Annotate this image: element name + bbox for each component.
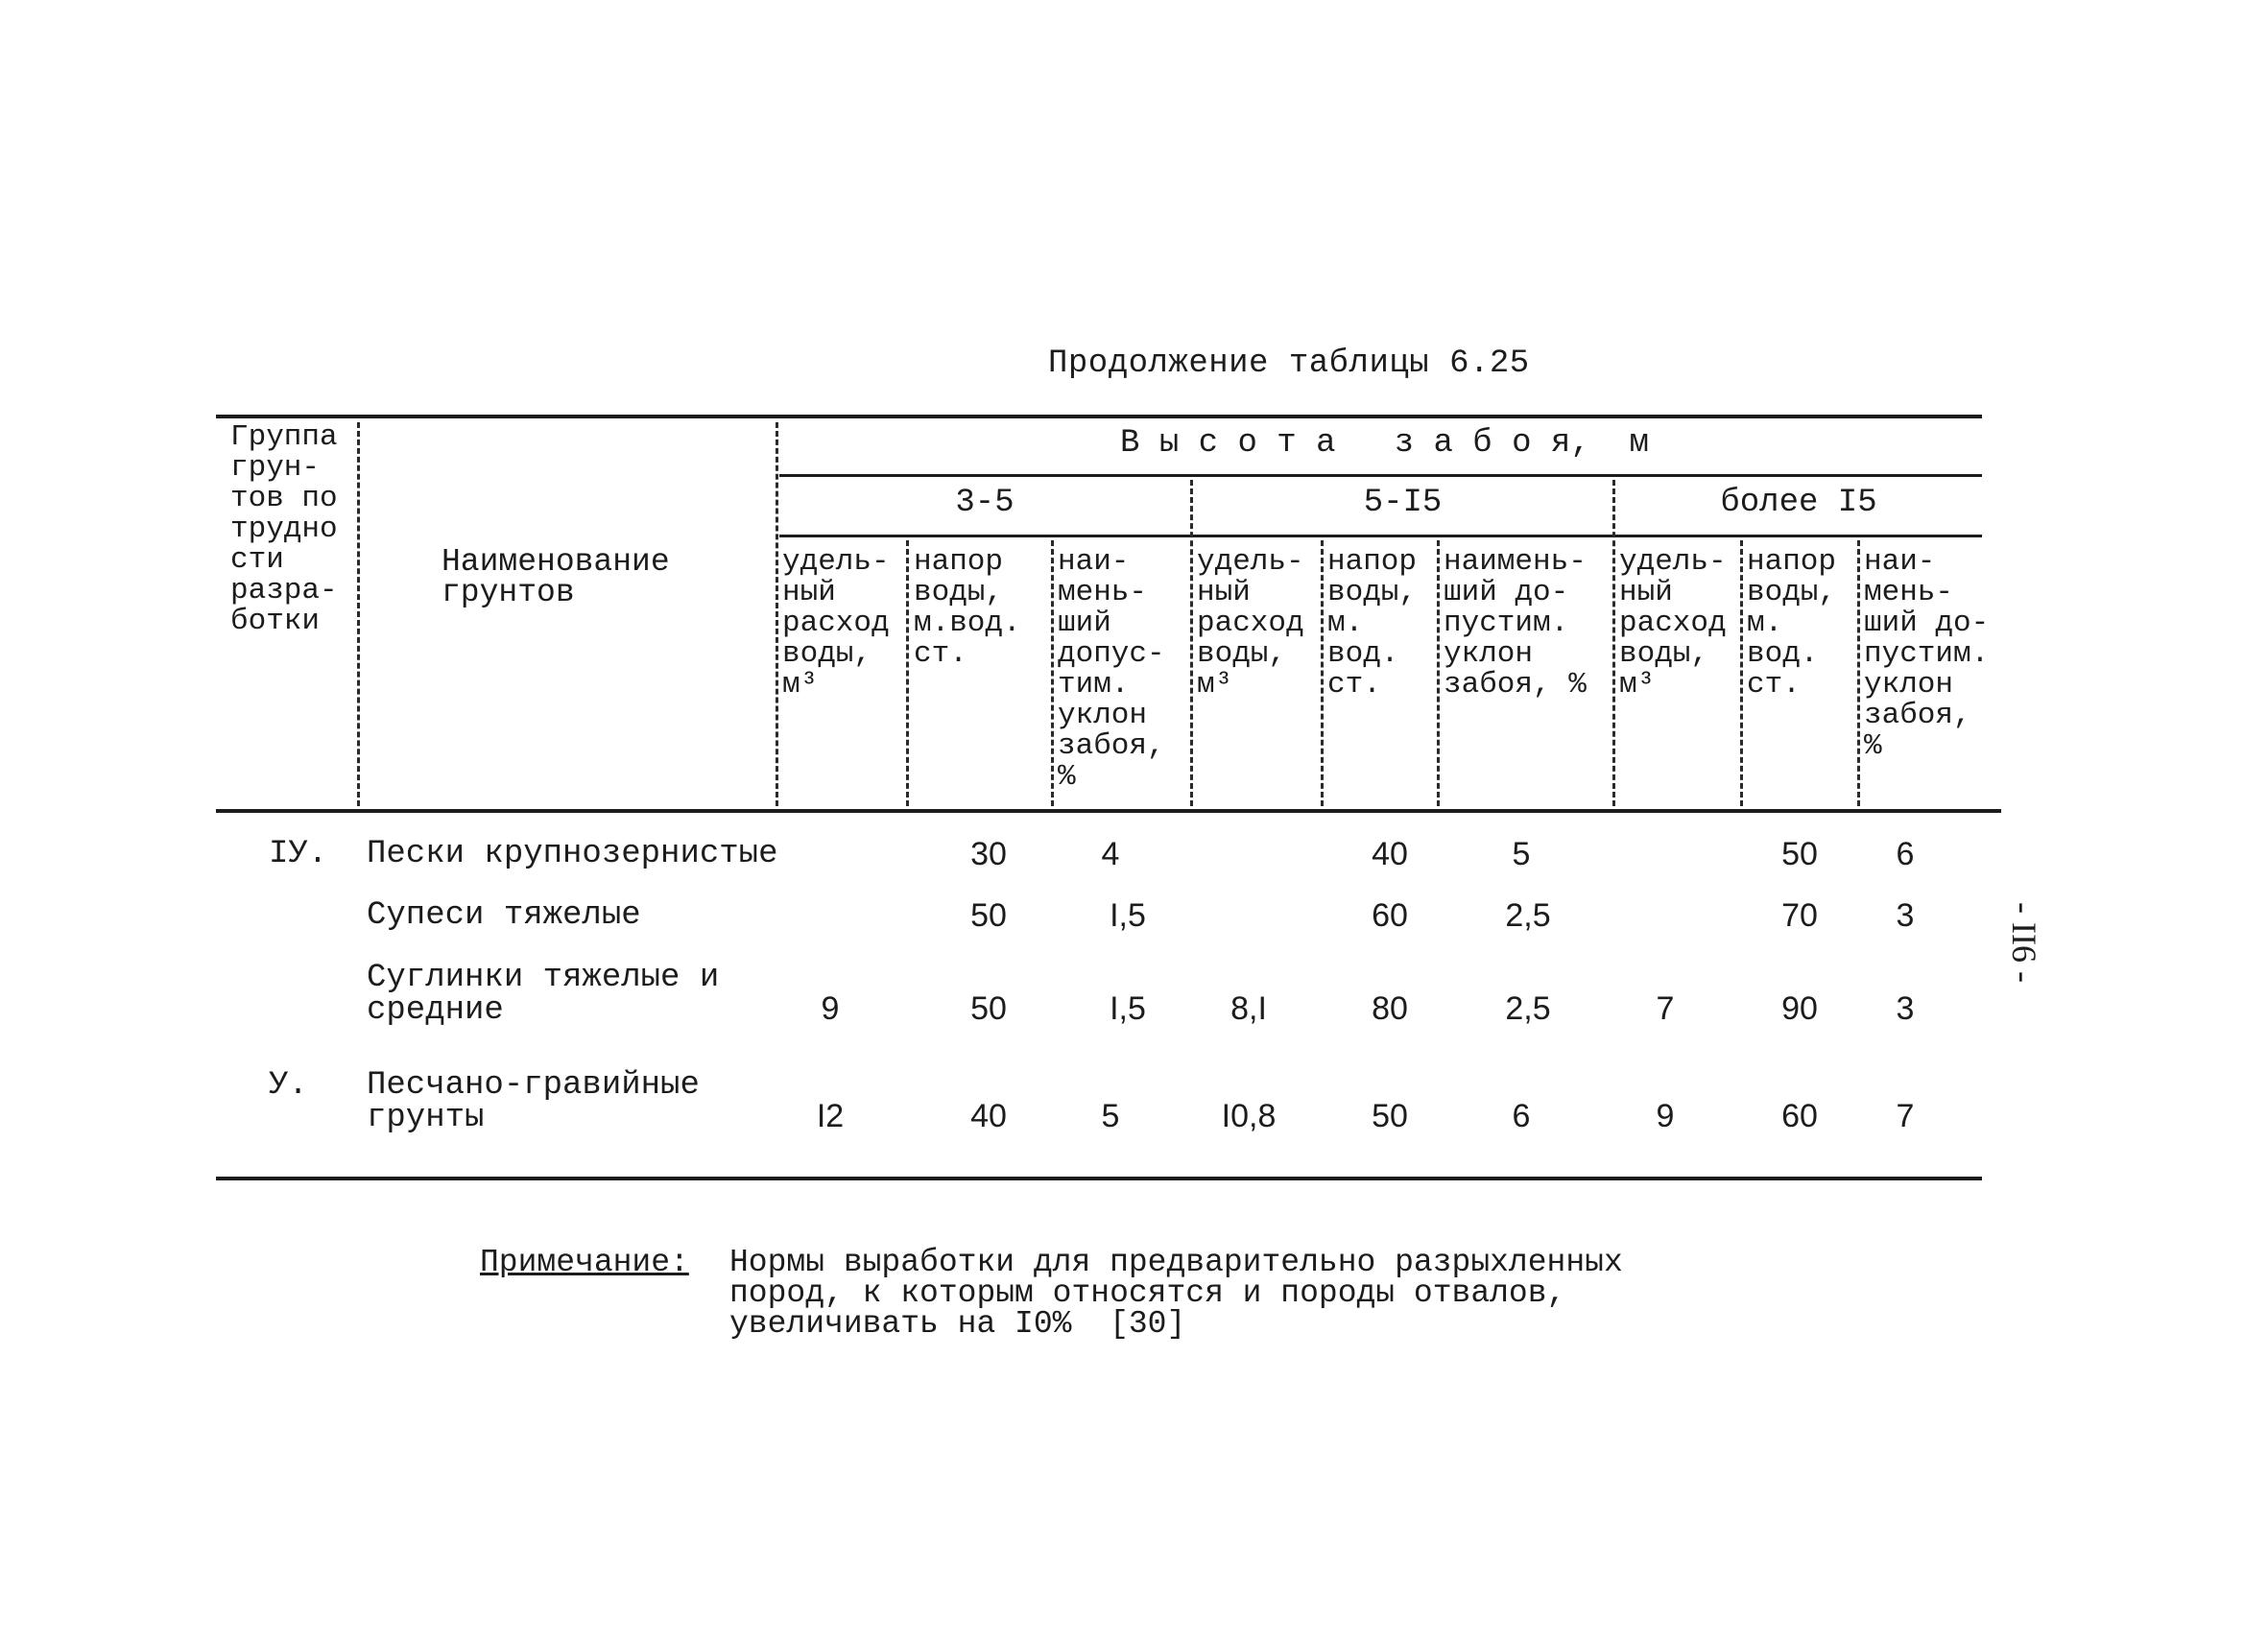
row-2-pressure-c: 70: [1781, 897, 1818, 934]
header-pressure-a: напор воды, м.вод. ст.: [914, 545, 1021, 671]
row-4-flow-a: I2: [816, 1098, 845, 1134]
row-4-pressure-a: 40: [970, 1098, 1007, 1134]
row-3-pressure-c: 90: [1781, 990, 1818, 1027]
row-4-slope-b: 6: [1512, 1098, 1531, 1134]
row-1-pressure-b: 40: [1372, 836, 1408, 872]
header-range-5-15: 5-I5: [1363, 485, 1443, 521]
header-flow-a: удель- ный расход воды, м³: [782, 545, 890, 702]
col-sep-range-c: [1612, 480, 1615, 806]
row-2-pressure-b: 60: [1372, 897, 1408, 934]
header-range-over-15: более I5: [1720, 485, 1877, 521]
header-group: Группа грун- тов по трудно сти разра- ботки: [230, 420, 338, 638]
row-3-pressure-b: 80: [1372, 990, 1408, 1027]
row-1-slope-c: 6: [1896, 836, 1915, 872]
col-sep-a1: [906, 540, 909, 806]
row-1-pressure-a: 30: [970, 836, 1007, 872]
row-4-group: У.: [269, 1067, 308, 1104]
header-slope-c: наи- мень- ший до- пустим. уклон забоя, %: [1864, 545, 1990, 763]
row-3-slope-c: 3: [1896, 990, 1915, 1027]
row-3-flow-c: 7: [1656, 990, 1675, 1027]
col-sep-c1: [1740, 540, 1743, 806]
row-2-name: Супеси тяжелые: [367, 897, 641, 934]
header-range-3-5: 3-5: [955, 485, 1015, 521]
row-2-pressure-a: 50: [970, 897, 1007, 934]
table-top-rule: [216, 415, 1982, 418]
row-2-slope-c: 3: [1896, 897, 1915, 934]
row-3-slope-a: I,5: [1110, 990, 1146, 1027]
col-sep-range-b: [1190, 480, 1193, 806]
row-4-name: Песчано-гравийные грунты: [367, 1067, 700, 1136]
row-4-pressure-b: 50: [1372, 1098, 1408, 1134]
header-flow-c: удель- ный расход воды, м³: [1619, 545, 1727, 702]
row-2-slope-a: I,5: [1110, 897, 1146, 934]
header-height-title: В ы с о т а з а б о я, м: [1120, 425, 1649, 462]
col-sep-a2: [1051, 540, 1054, 806]
row-4-pressure-c: 60: [1781, 1098, 1818, 1134]
note-label: Примечание:: [480, 1245, 689, 1280]
row-1-pressure-c: 50: [1781, 836, 1818, 872]
range-header-rule: [779, 535, 1982, 537]
header-bottom-rule: [216, 809, 2001, 813]
header-pressure-b: напор воды, м. вод. ст.: [1327, 545, 1418, 702]
table-caption: Продолжение таблицы 6.25: [1048, 345, 1530, 382]
col-sep-c2: [1857, 540, 1860, 806]
note-text: Нормы выработки для предварительно разрыхленных пород, к которым относятся и породы отвалов, увеличивать на I0% [30]: [729, 1245, 1623, 1342]
height-header-rule: [779, 474, 1982, 477]
row-3-name: Суглинки тяжелые и средние: [367, 960, 720, 1029]
row-2-slope-b: 2,5: [1505, 897, 1551, 934]
row-4-slope-c: 7: [1896, 1098, 1915, 1134]
header-slope-a: наи- мень- ший допус- тим. уклон забоя, %: [1058, 545, 1165, 794]
row-1-name: Пески крупнозернистые: [367, 836, 778, 872]
header-pressure-c: напор воды, м. вод. ст.: [1747, 545, 1837, 702]
row-4-flow-b: I0,8: [1221, 1098, 1277, 1134]
row-3-pressure-a: 50: [970, 990, 1007, 1027]
header-slope-b: наимень- ший до- пустим. уклон забоя, %: [1444, 545, 1587, 702]
table-bottom-rule: [216, 1177, 1982, 1180]
col-sep-group: [357, 422, 360, 806]
col-sep-name: [776, 422, 778, 806]
row-4-slope-a: 5: [1101, 1098, 1120, 1134]
row-1-slope-b: 5: [1512, 836, 1531, 872]
row-3-slope-b: 2,5: [1505, 990, 1551, 1027]
row-1-group: IУ.: [269, 836, 328, 872]
page-number-mark: - II6 -: [2005, 902, 2043, 983]
col-sep-b1: [1321, 540, 1324, 806]
row-4-flow-c: 9: [1656, 1098, 1675, 1134]
row-1-slope-a: 4: [1101, 836, 1120, 872]
header-flow-b: удель- ный расход воды, м³: [1197, 545, 1304, 702]
col-sep-b2: [1437, 540, 1440, 806]
row-3-flow-b: 8,I: [1230, 990, 1267, 1027]
header-name: Наименование грунтов: [442, 544, 670, 610]
row-3-flow-a: 9: [821, 990, 840, 1027]
